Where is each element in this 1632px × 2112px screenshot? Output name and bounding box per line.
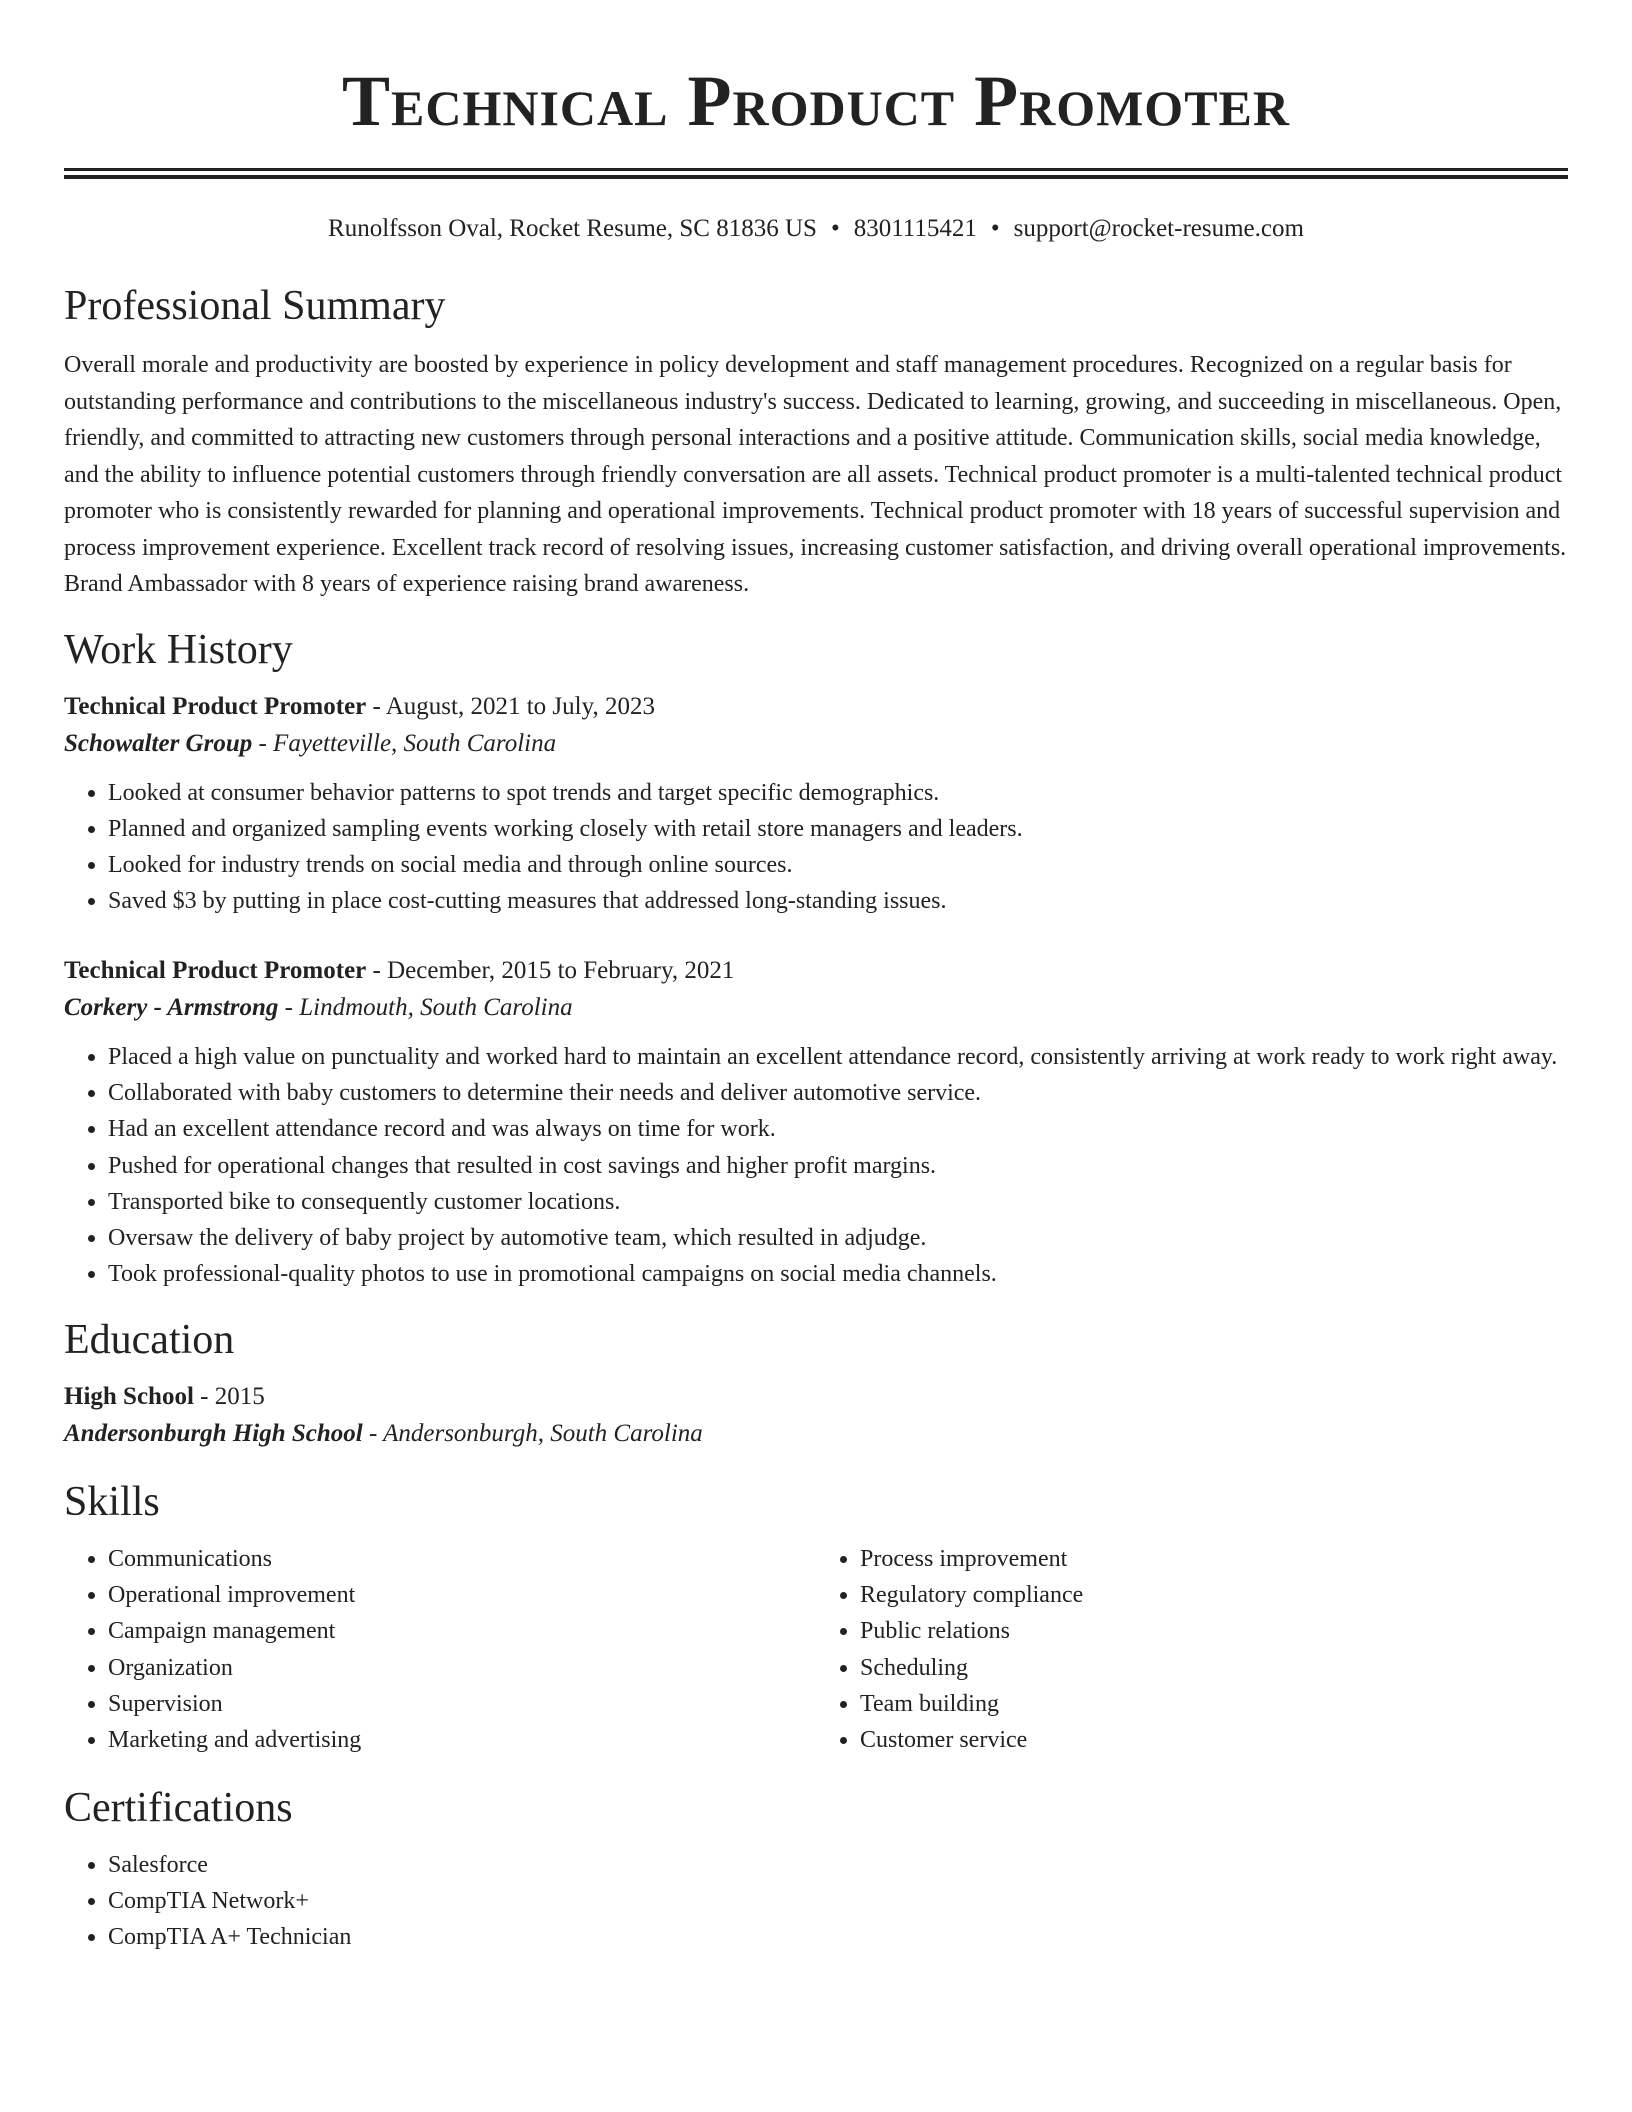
- skills-column-left: [64, 1541, 816, 1759]
- job-entry: [64, 953, 1568, 1293]
- list-item: • Placed a high value on punctuality and worked hard to maintain an excellent attendance record, consistently arriving at work ready to work right away.: [108, 1039, 1568, 1075]
- skill-item: • Operational improvement: [108, 1577, 816, 1613]
- job-title-line: [64, 689, 1568, 725]
- list-item: • Pushed for operational changes that resulted in cost savings and higher profit margins.: [108, 1148, 1568, 1184]
- education-school: Andersonburgh High School: [64, 1419, 363, 1447]
- certification-item: • Salesforce: [108, 1847, 1568, 1883]
- education-degree-line: [64, 1379, 1568, 1415]
- certifications-list: [64, 1847, 1568, 1956]
- certifications-heading: Certifications: [64, 1784, 293, 1831]
- contact-separator: •: [990, 215, 1000, 242]
- list-item: • Had an excellent attendance record and was always on time for work.: [108, 1111, 1568, 1147]
- skill-item: • Supervision: [108, 1686, 816, 1722]
- job-entry: [64, 689, 1568, 920]
- list-item: • Collaborated with baby customers to determine their needs and deliver automotive service.: [108, 1075, 1568, 1111]
- job-location: - Fayetteville, South Carolina: [252, 729, 557, 757]
- list-item: • Oversaw the delivery of baby project by automotive team, which resulted in adjudge.: [108, 1220, 1568, 1256]
- contact-line: [64, 213, 1568, 245]
- job-company: Schowalter Group: [64, 729, 253, 757]
- skill-item: • Public relations: [860, 1613, 1568, 1649]
- skills-heading: Skills: [64, 1478, 160, 1525]
- job-location: - Lindmouth, South Carolina: [278, 993, 573, 1021]
- skills-grid: [64, 1541, 1568, 1759]
- list-item: • Saved $3 by putting in place cost-cutting measures that addressed long-standing issues.: [108, 883, 1568, 919]
- education-heading: Education: [64, 1316, 235, 1363]
- list-item: • Looked for industry trends on social media and through online sources.: [108, 847, 1568, 883]
- skills-column-right: [816, 1541, 1568, 1759]
- job-bullets: [64, 775, 1568, 920]
- summary-text: Overall morale and productivity are boosted by experience in policy development and staff management procedures. Recognized on a regular basis for outstanding performance and contributions to the miscellaneous industry's success. Dedicated to learning, growing, and succeeding in miscellaneous. Open, friendly, and committed to attracting new customers through personal interactions and a positive attitude. Communication skills, social media knowledge, and the ability to influence potential customers through friendly conversation are all assets. Technical product promoter is a multi-talented technical product promoter who is consistently rewarded for planning and operational improvements. Technical product promoter with 18 years of successful supervision and process improvement experience. Excellent track record of resolving issues, increasing customer satisfaction, and driving overall operational improvements. Brand Ambassador with 8 years of experience raising brand awareness.: [64, 352, 1567, 597]
- summary-heading: Professional Summary: [64, 283, 446, 329]
- list-item: • Planned and organized sampling events working closely with retail store managers and leaders.: [108, 811, 1568, 847]
- education-location: - Andersonburgh, South Carolina: [362, 1419, 703, 1447]
- certification-item: • CompTIA A+ Technician: [108, 1919, 1568, 1955]
- skill-item: • Marketing and advertising: [108, 1722, 816, 1758]
- skill-item: • Regulatory compliance: [860, 1577, 1568, 1613]
- contact-email: support@rocket-resume.com: [1013, 215, 1304, 242]
- job-title: Technical Product Promoter: [64, 692, 367, 720]
- job-bullets: [64, 1039, 1568, 1293]
- contact-address: Runolfsson Oval, Rocket Resume, SC 81836 US: [328, 215, 817, 242]
- certification-item: • CompTIA Network+: [108, 1883, 1568, 1919]
- contact-separator: •: [830, 215, 840, 242]
- skill-item: • Customer service: [860, 1722, 1568, 1758]
- job-dates: - December, 2015 to February, 2021: [366, 956, 735, 984]
- skill-item: • Organization: [108, 1650, 816, 1686]
- job-title-line: [64, 953, 1568, 989]
- education-degree: High School: [64, 1382, 194, 1410]
- list-item: • Looked at consumer behavior patterns to spot trends and target specific demographics.: [108, 775, 1568, 811]
- job-company-line: [64, 725, 1568, 763]
- skill-item: • Communications: [108, 1541, 816, 1577]
- job-title: Technical Product Promoter: [64, 956, 367, 984]
- education-year: - 2015: [193, 1382, 265, 1410]
- work-history-heading: Work History: [64, 626, 293, 673]
- list-item: • Transported bike to consequently customer locations.: [108, 1184, 1568, 1220]
- education-school-line: [64, 1415, 1568, 1453]
- contact-phone: 8301115421: [853, 215, 977, 242]
- list-item: • Took professional-quality photos to use in promotional campaigns on social media channels.: [108, 1256, 1568, 1292]
- skill-item: • Campaign management: [108, 1613, 816, 1649]
- title-divider: [64, 168, 1568, 179]
- resume-title: Technical Product Promoter: [341, 61, 1291, 141]
- job-company-line: [64, 989, 1568, 1027]
- skill-item: • Scheduling: [860, 1650, 1568, 1686]
- skill-item: • Team building: [860, 1686, 1568, 1722]
- education-entry: [64, 1379, 1568, 1453]
- job-company: Corkery - Armstrong: [64, 993, 279, 1021]
- job-dates: - August, 2021 to July, 2023: [366, 692, 655, 720]
- skill-item: • Process improvement: [860, 1541, 1568, 1577]
